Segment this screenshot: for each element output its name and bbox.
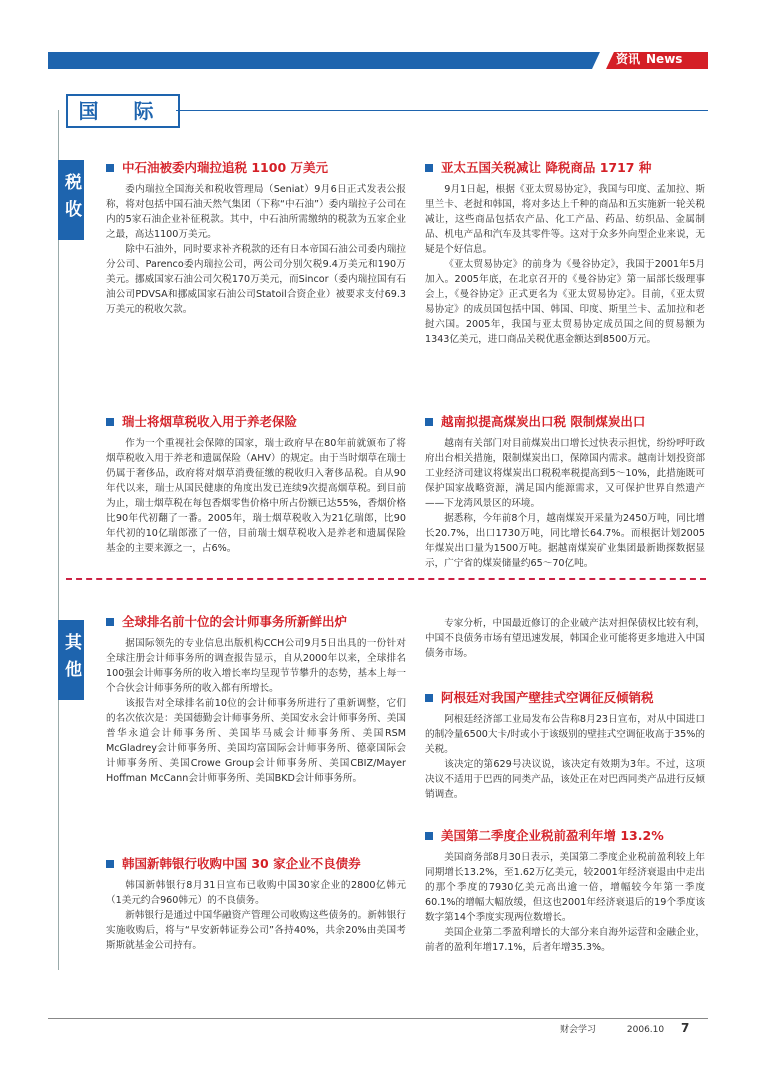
header-label (616, 50, 682, 69)
footer-issue: 2006.10 (626, 1025, 665, 1035)
header-section-cn: 资讯 (616, 52, 641, 66)
footer-rule (48, 1018, 708, 1019)
article-3 (425, 160, 705, 347)
article-7-title: 阿根廷对我国产壁挂式空调征反倾销税 (425, 690, 705, 706)
article-5 (106, 614, 406, 786)
article-1-title: 中石油被委内瑞拉追税 1100 万美元 (106, 160, 406, 176)
header-bar (48, 52, 708, 69)
page-number: 7 (680, 1021, 690, 1035)
section-rule (176, 110, 708, 111)
article-4-p2: 据悉称，今年前8个月，越南煤炭开采量为2450万吨，同比增长20.7%，出口1730万吨，同比增长64.7%。而根据计划2005年煤炭出口量为1500万吨。据越南煤炭矿业集团最新勘探数据显示，广宁省的煤炭储量约65～70亿吨。 (425, 513, 705, 569)
article-6-p2: 新韩银行是通过中国华融资产管理公司收购这些债务的。新韩银行实施收购后，将与“早安新韩证券公司”各持40%，共余20%由美国考斯斯就基金公司持有。 (106, 910, 406, 951)
article-1 (106, 160, 406, 317)
article-4 (425, 414, 705, 571)
article-1-p2: 除中石油外，同时要求补齐税款的还有日本帝国石油公司委内瑞拉分公司、Parenco委内瑞拉公司，两公司分别欠税9.4万美元和190万美元。挪威国家石油公司欠税170万美元，而Sincor（委内瑞拉国有石油公司PDVSA和挪威国家石油公司Statoil合资企业）被要求支付69.3万美元的税收欠款。 (106, 244, 406, 315)
header-blue-band (48, 52, 603, 69)
article-5-title: 全球排名前十位的会计师事务所新鲜出炉 (106, 614, 406, 630)
article-2-title: 瑞士将烟草税收入用于养老保险 (106, 414, 406, 430)
article-5-p2: 该报告对全球排名前10位的会计师事务所进行了重新调整，它们的名次依次是：美国德勤会计师事务所、美国安永会计师事务所、美国普华永道会计师事务所、美国毕马威会计师事务所、美国RSM McGladrey会计师事务所、美国均富国际会计师事务所、德豪国际会计师事务所、美国Crowe Group会计师事务所、美国CBIZ/Mayer Hoffman McCann会计师事务所、美国BKD会计师事务所。 (106, 698, 406, 784)
footer-journal: 财会学习 (560, 1025, 597, 1035)
article-8-p1: 美国商务部8月30日表示，美国第二季度企业税前盈利较上年同期增长13.2%，至1.62万亿美元，较2001年经济衰退由中走出的那个季度的7930亿美元高出逾一倍，增幅较今年第一季度60.1%的增幅大幅放缓，但这也2001年经济衰退后的19个季度该数字第14个季度实现两位数增长。 (425, 852, 705, 923)
article-2 (106, 414, 406, 556)
article-4-p1: 越南有关部门对目前煤炭出口增长过快表示担忧，纷纷呼吁政府出台相关措施，限制煤炭出口，保障国内需求。越南计划投资部工业经济司建议将煤炭出口税税率税提高到5～10%，此措施既可保护国家战略资源，满足国内能源需求，又可保护世界自然遗产——下龙湾风景区的环境。 (425, 438, 705, 509)
article-continued-text: 专家分析，中国最近修订的企业破产法对担保债权比较有利，中国不良债务市场有望迅速发展，韩国企业可能将更多地进入中国债务市场。 (425, 618, 705, 659)
article-3-p2: 《亚太贸易协定》的前身为《曼谷协定》，我国于2001年5月加入。2005年底，在北京召开的《曼谷协定》第一届部长级理事会上，《曼谷协定》正式更名为《亚太贸易协定》。目前，《亚太贸易协定》的成员国包括中国、韩国、印度、斯里兰卡、孟加拉和老挝六国。2005年，我国与亚太贸易协定成员国之间的贸易额为1343亿美元，进口商品关税优惠金额达到8500万元。 (425, 259, 705, 345)
article-7-p2: 该决定的第629号决议说，该决定有效期为3年。不过，这项决议不适用于巴西的同类产品，该处正在对巴西同类产品进行反倾销调查。 (425, 759, 705, 800)
tab-tax: 税收 (58, 160, 84, 240)
footer (560, 1021, 689, 1035)
header-section-en: News (646, 52, 683, 66)
article-continued (425, 616, 705, 661)
section-title: 国 际 (66, 94, 180, 128)
article-8 (425, 828, 705, 955)
article-6 (106, 856, 406, 953)
section-divider (66, 578, 706, 580)
article-7-p1: 阿根廷经济部工业局发布公告称8月23日宣布，对从中国进口的制冷量6500大卡/时或小于该级别的壁挂式空调征收高于35%的关税。 (425, 714, 705, 755)
article-2-p1: 作为一个重视社会保障的国家，瑞士政府早在80年前就颁布了将烟草税收入用于养老和遗属保险（AHV）的规定。由于当时烟草在瑞士仍属于奢侈品，政府将对烟草消费征缴的税收归入奢侈品税。自从90年代以来，瑞士从国民健康的角度出发已连续9次提高烟草税。到目前为止，瑞士烟草税在每包香烟零售价格中所占份额已达55%，香烟价格比90年代初翻了一番。2005年，瑞士烟草税收入为21亿瑞郎，比90年代初的10亿瑞郎涨了一倍，目前瑞士烟草税收入是养老和遗属保险基金的主要来源之一，占6%。 (106, 438, 406, 554)
article-3-p1: 9月1日起，根据《亚太贸易协定》，我国与印度、孟加拉、斯里兰卡、老挝和韩国，将对多达上千种的商品和五实施新一轮关税减让，这些商品包括农产品、化工产品、药品、纺织品、金属制品、机电产品和汽车及其零件等。这对于众多外向型企业来说，无疑是个好信息。 (425, 184, 705, 255)
article-6-p1: 韩国新韩银行8月31日宣布已收购中国30家企业的2800亿韩元（1美元约合960韩元）的不良债务。 (106, 880, 406, 906)
tab-other: 其他 (58, 620, 84, 700)
article-3-title: 亚太五国关税减让 降税商品 1717 种 (425, 160, 705, 176)
article-5-p1: 据国际领先的专业信息出版机构CCH公司9月5日出具的一份针对全球注册会计师事务所的调查报告显示，自从2000年以来，全球排名100强会计师事务所的收入增长率均呈现节节攀升的态势，基本上每一个合伙会计师事务所的收入都有所增长。 (106, 638, 406, 694)
article-8-p2: 美国企业第二季盈利增长的大部分来自海外运营和金融企业，前者的盈利年增17.1%，后者年增35.3%。 (425, 927, 705, 953)
article-7 (425, 690, 705, 802)
article-6-title: 韩国新韩银行收购中国 30 家企业不良债券 (106, 856, 406, 872)
article-1-p1: 委内瑞拉全国海关和税收管理局（Seniat）9月6日正式发表公报称，将对包括中国石油天然气集团（下称“中石油”）委内瑞拉子公司在内的5家石油企业补征税款。其中，中石油所需缴纳的税款为五家企业之最，高达1100万美元。 (106, 184, 406, 240)
article-4-title: 越南拟提高煤炭出口税 限制煤炭出口 (425, 414, 705, 430)
article-8-title: 美国第二季度企业税前盈利年增 13.2% (425, 828, 705, 844)
